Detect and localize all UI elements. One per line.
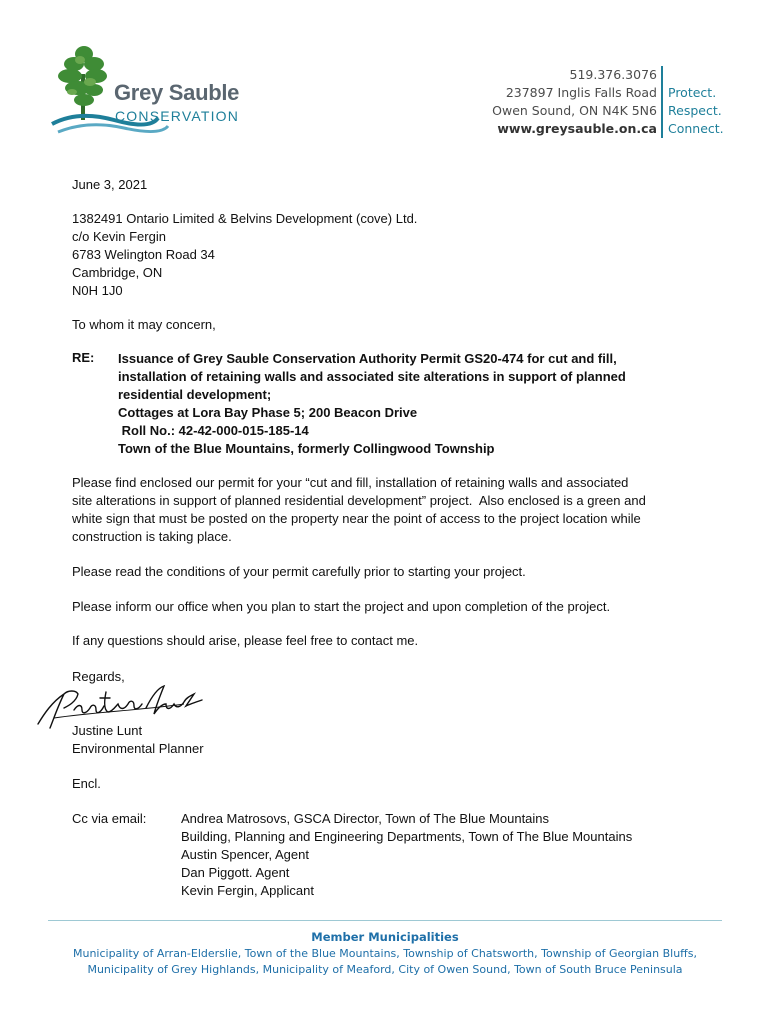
signer-block xyxy=(72,722,204,758)
paragraph-permit xyxy=(72,474,646,546)
contact-block xyxy=(492,66,657,138)
logo-name: Grey Sauble xyxy=(114,80,240,105)
recipient-line: N0H 1J0 xyxy=(72,283,123,298)
footer-divider xyxy=(48,920,722,921)
salutation: To whom it may concern, xyxy=(72,317,216,332)
cc-item: Kevin Fergin, Applicant xyxy=(181,883,314,898)
cc-list xyxy=(181,810,632,900)
tagline-respect: Respect. xyxy=(668,103,722,118)
re-line: Issuance of Grey Sauble Conservation Authority Permit GS20-474 for cut and fill, xyxy=(118,351,617,366)
footer-municipalities: Municipality of Arran-Elderslie, Town of the Blue Mountains, Township of Chatsworth, Township of Georgian Bluffs, Municipality of Grey Highlands, Municipality of Meaford, City of Owen Sound, Town of South Bruce Peninsula xyxy=(72,947,697,976)
recipient-line: Cambridge, ON xyxy=(72,265,163,280)
re-line: installation of retaining walls and associated site alterations in support of planned xyxy=(118,369,626,384)
tagline-connect: Connect. xyxy=(668,121,724,136)
address-line-1: 237897 Inglis Falls Road xyxy=(505,85,657,100)
cc-item: Dan Piggott. Agent xyxy=(181,865,290,880)
closing: Regards, xyxy=(72,669,125,684)
phone: 519.376.3076 xyxy=(569,67,657,82)
paragraph-line: Please find enclosed our permit for your “cut and fill, installation of retaining walls and associated xyxy=(72,475,629,490)
signer-name: Justine Lunt xyxy=(72,723,143,738)
recipient-line: c/o Kevin Fergin xyxy=(72,229,166,244)
cc-item: Andrea Matrosovs, GSCA Director, Town of The Blue Mountains xyxy=(181,811,550,826)
recipient-address xyxy=(72,210,417,300)
enclosure: Encl. xyxy=(72,776,101,791)
address-line-2: Owen Sound, ON N4K 5N6 xyxy=(492,103,657,118)
re-label: RE: xyxy=(72,350,95,365)
re-line: Town of the Blue Mountains, formerly Collingwood Township xyxy=(118,441,495,456)
tagline xyxy=(668,84,724,138)
website-link[interactable]: www.greysauble.on.ca xyxy=(497,121,657,136)
re-subject xyxy=(118,350,626,458)
logo-subtitle: CONSERVATION xyxy=(115,108,240,124)
cc-label: Cc via email: xyxy=(72,811,147,826)
footer-title: Member Municipalities xyxy=(311,930,459,944)
re-line: Cottages at Lora Bay Phase 5; 200 Beacon Drive xyxy=(118,405,418,420)
paragraph-line: white sign that must be posted on the property near the point of access to the project location while xyxy=(72,511,641,526)
divider xyxy=(661,66,663,138)
cc-item: Austin Spencer, Agent xyxy=(181,847,309,862)
re-line: residential development; xyxy=(118,387,272,402)
paragraph-line: site alterations in support of planned residential development” project. Also enclosed is a green and xyxy=(72,493,646,508)
paragraph-line: construction is taking place. xyxy=(72,529,232,544)
paragraph-questions: If any questions should arise, please feel free to contact me. xyxy=(72,633,419,648)
paragraph-inform: Please inform our office when you plan to start the project and upon completion of the project. xyxy=(72,599,611,614)
signer-title: Environmental Planner xyxy=(72,741,204,756)
tagline-protect: Protect. xyxy=(668,85,717,100)
recipient-line: 6783 Welington Road 34 xyxy=(72,247,215,262)
cc-item: Building, Planning and Engineering Departments, Town of The Blue Mountains xyxy=(181,829,633,844)
recipient-line: 1382491 Ontario Limited & Belvins Development (cove) Ltd. xyxy=(72,211,418,226)
paragraph-conditions: Please read the conditions of your permit carefully prior to starting your project. xyxy=(72,564,526,579)
letter-date: June 3, 2021 xyxy=(72,177,148,192)
re-line: Roll No.: 42-42-000-015-185-14 xyxy=(118,423,309,438)
